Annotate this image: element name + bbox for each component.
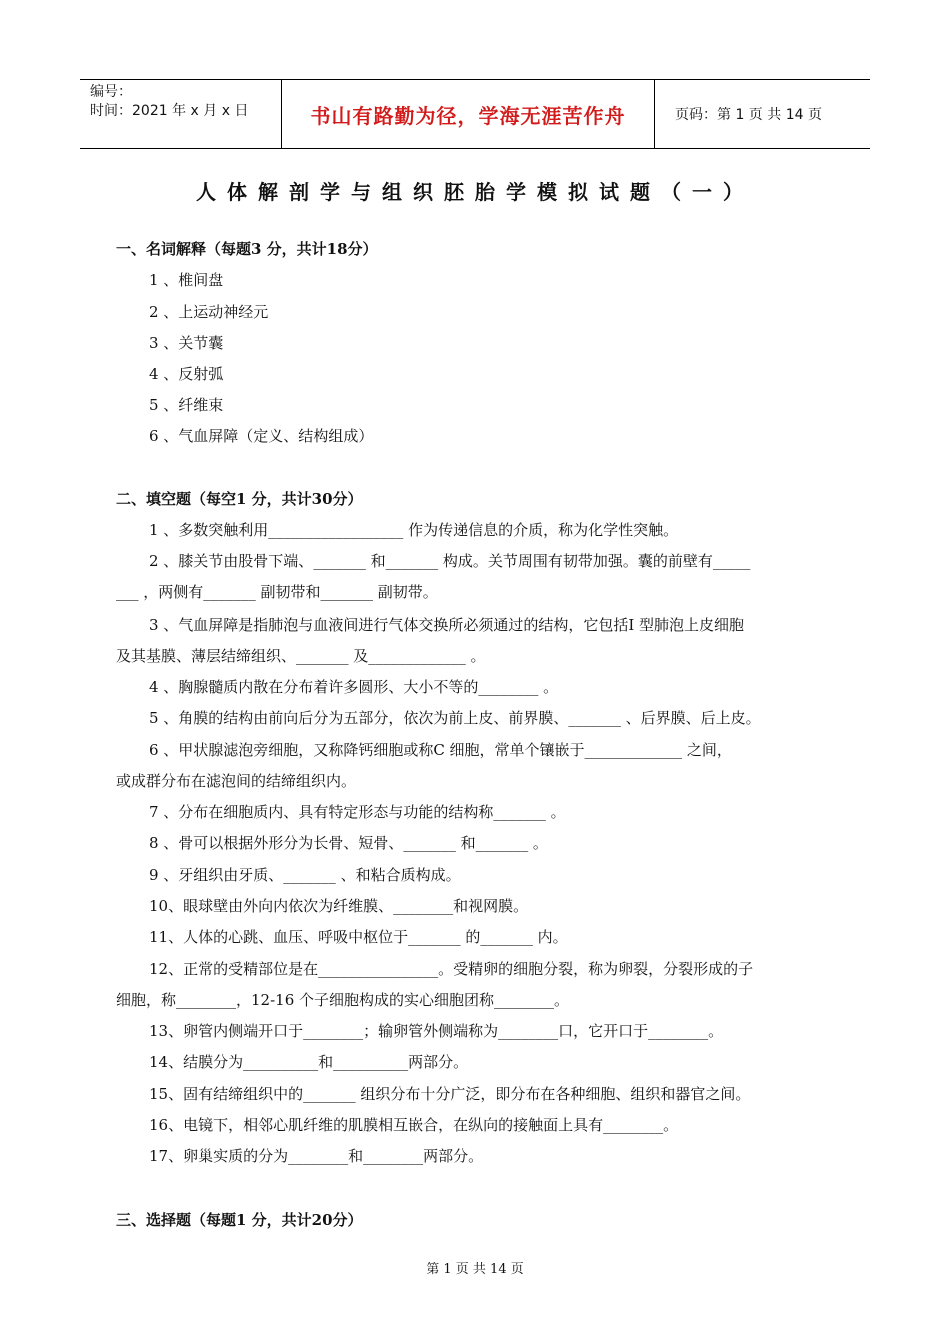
fill-line: 6 、甲状腺滤泡旁细胞，又称降钙细胞或称C 细胞，常单个镶嵌于_____________ 之间， (149, 741, 732, 759)
page-info-text: 页码：第 1 页 共 14 页 (675, 107, 822, 123)
section3-heading: 三、选择题（每题1 分，共计20分） (116, 1211, 363, 1229)
list-item: 5 、纤维束 (149, 396, 224, 414)
page-title: 人体解剖学与组织胚胎学模拟试题（一） (196, 180, 754, 204)
fill-line: 17、卵巢实质的分为________和________两部分。 (149, 1147, 484, 1165)
fill-line: 细胞，称________，12-16 个子细胞构成的实心细胞团称________。 (116, 991, 570, 1009)
number-label: 编号： (90, 84, 132, 100)
motto: 书山有路勤为径，学海无涯苦作舟 (282, 80, 655, 148)
fill-line: ___ ，两侧有_______ 副韧带和_______ 副韧带。 (116, 583, 438, 601)
fill-line: 2 、膝关节由股骨下端、_______ 和_______ 构成。关节周围有韧带加强。囊的前壁有_____ (149, 552, 751, 570)
fill-line: 11、人体的心跳、血压、呼吸中枢位于_______ 的_______ 内。 (149, 928, 568, 946)
list-item: 1 、椎间盘 (149, 271, 224, 289)
fill-line: 5 、角膜的结构由前向后分为五部分，依次为前上皮、前界膜、_______ 、后界膜、后上皮。 (149, 709, 761, 727)
fill-line: 或成群分布在滤泡间的结缔组织内。 (116, 772, 357, 790)
fill-line: 8 、骨可以根据外形分为长骨、短骨、_______ 和_______ 。 (149, 834, 548, 852)
time-label: 时间：2021 年 x 月 x 日 (90, 103, 249, 119)
fill-line: 10、眼球壁由外向内依次为纤维膜、________和视网膜。 (149, 897, 529, 915)
page-footer: 第 1 页 共 14 页 (426, 1262, 524, 1277)
fill-line: 7 、分布在细胞质内、具有特定形态与功能的结构称_______ 。 (149, 803, 566, 821)
section2-heading: 二、填空题（每空1 分，共计30分） (116, 490, 363, 508)
page-info (665, 80, 865, 148)
fill-line: 13、卵管内侧端开口于________；输卵管外侧端称为________口，它开口于________。 (149, 1022, 724, 1040)
fill-line: 及其基膜、薄层结缔组织、_______ 及_____________ 。 (116, 647, 486, 665)
fill-line: 3 、气血屏障是指肺泡与血液间进行气体交换所必须通过的结构，它包括I 型肺泡上皮细胞 (149, 616, 745, 634)
list-item: 4 、反射弧 (149, 365, 224, 383)
fill-line: 12、正常的受精部位是在________________。受精卵的细胞分裂，称为卵裂，分裂形成的子 (149, 960, 754, 978)
fill-line: 1 、多数突触利用__________________ 作为传递信息的介质，称为化学性突触。 (149, 521, 679, 539)
fill-line: 16、电镜下，相邻心肌纤维的肌膜相互嵌合，在纵向的接触面上具有________。 (149, 1116, 679, 1134)
list-item: 3 、关节囊 (149, 334, 224, 352)
fill-line: 4 、胸腺髓质内散在分布着许多圆形、大小不等的________ 。 (149, 678, 559, 696)
list-item: 2 、上运动神经元 (149, 303, 269, 321)
fill-line: 15、固有结缔组织中的_______ 组织分布十分广泛，即分布在各种细胞、组织和器官之间。 (149, 1085, 751, 1103)
fill-line: 14、结膜分为__________和__________两部分。 (149, 1053, 469, 1071)
header-table (80, 79, 870, 149)
list-item: 6 、气血屏障（定义、结构组成） (149, 427, 374, 445)
header-meta-cell (80, 80, 282, 148)
section1-heading: 一、名词解释（每题3 分，共计18分） (116, 240, 378, 258)
fill-line: 9 、牙组织由牙质、_______ 、和粘合质构成。 (149, 866, 461, 884)
